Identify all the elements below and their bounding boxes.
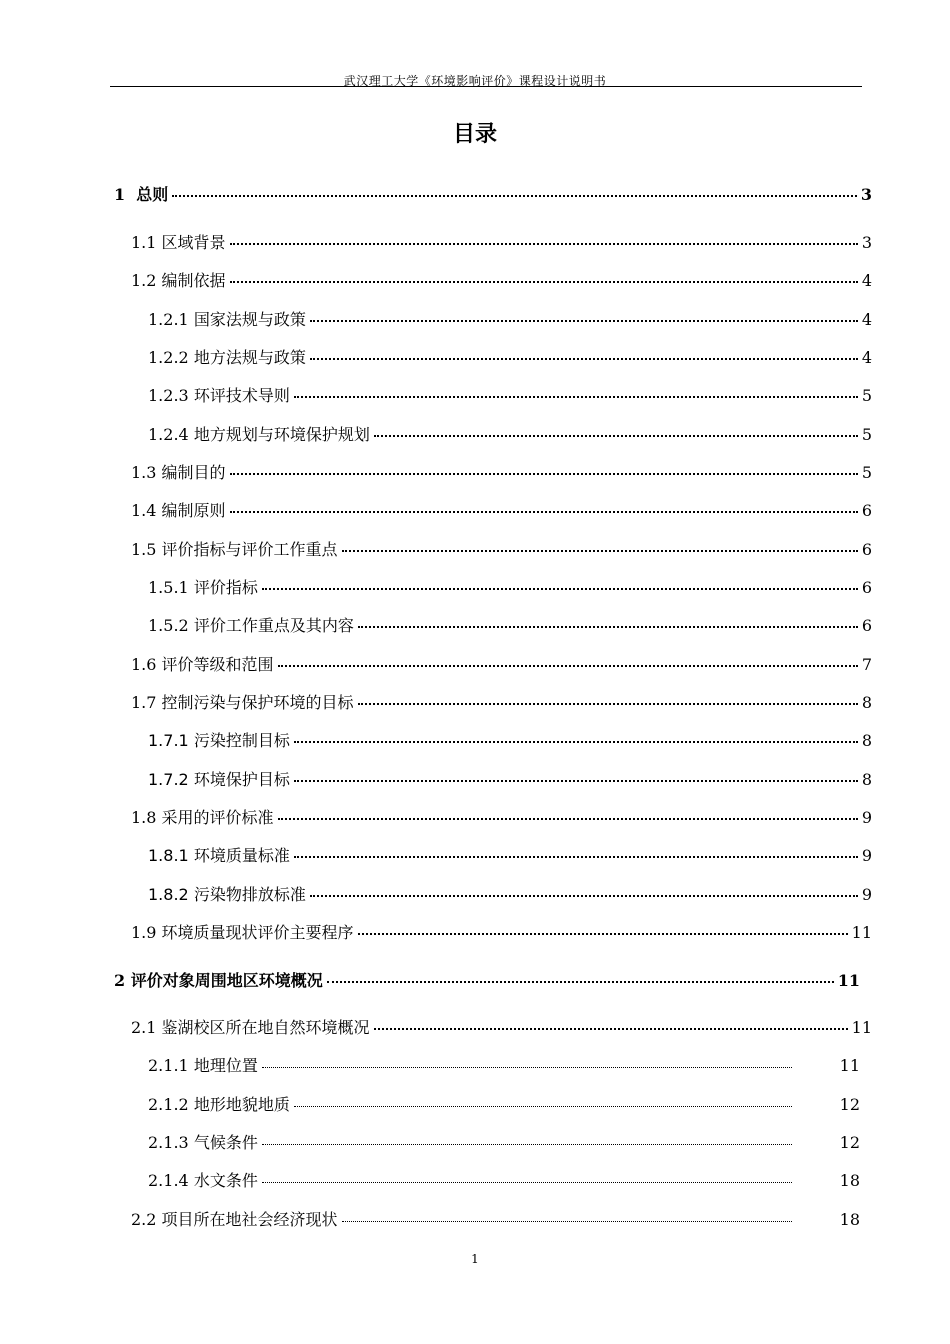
toc-entry-text: 地方法规与政策 (193, 348, 306, 367)
toc-entry-number: 1 (114, 185, 126, 204)
toc-leader-dots (294, 384, 858, 398)
toc-entry-page: 9 (861, 808, 872, 827)
toc-entry[interactable] (131, 1208, 860, 1232)
toc-leader-dots (342, 1208, 792, 1222)
toc-entry-text: 编制依据 (161, 271, 226, 290)
toc-entry-number: 1.8.2 (148, 885, 189, 904)
toc-entry[interactable] (148, 1093, 860, 1117)
toc-entry-page: 5 (861, 386, 872, 405)
toc-entry-text: 环境保护目标 (193, 770, 290, 789)
toc-entry-label (131, 538, 340, 562)
toc-entry-label (148, 729, 292, 753)
toc-entry-page: 9 (861, 885, 872, 904)
toc-entry-text: 编制原则 (161, 501, 226, 520)
toc-entry-label (148, 768, 292, 792)
toc-leader-dots (294, 844, 858, 858)
toc-leader-dots (294, 1093, 792, 1107)
toc-entry-text: 控制污染与保护环境的目标 (161, 693, 354, 712)
toc-entry[interactable] (148, 423, 872, 447)
toc-entry-text: 气候条件 (193, 1133, 258, 1152)
toc-entry-text: 评价工作重点及其内容 (193, 616, 354, 635)
toc-entry-label (148, 423, 372, 447)
toc-entry-page: 4 (861, 310, 872, 329)
toc-leader-dots (374, 423, 858, 437)
toc-entry-page: 12 (839, 1095, 860, 1114)
toc-leader-dots (172, 183, 857, 197)
toc-entry-number: 1.2.3 (148, 386, 189, 405)
toc-leader-dots (374, 1016, 848, 1030)
toc-entry-page: 8 (861, 693, 872, 712)
header-rule (110, 86, 862, 87)
toc-entry[interactable] (148, 346, 872, 370)
toc-leader-dots (262, 1054, 792, 1068)
toc-entry-page: 3 (860, 185, 872, 204)
toc-entry[interactable] (148, 1054, 860, 1078)
toc-entry-page: 11 (837, 971, 860, 990)
toc-entry[interactable] (131, 653, 872, 677)
toc-entry[interactable] (131, 538, 872, 562)
toc-entry[interactable] (114, 969, 860, 993)
toc-entry-page: 6 (861, 578, 872, 597)
toc-entry-text: 地形地貌地质 (193, 1095, 290, 1114)
toc-entry[interactable] (148, 384, 872, 408)
toc-entry-label (148, 346, 308, 370)
toc-entry-label (148, 576, 260, 600)
toc-leader-dots (262, 576, 858, 590)
toc-entry-number: 1.7.1 (148, 731, 189, 750)
toc-leader-dots (278, 653, 858, 667)
toc-leader-dots (310, 308, 858, 322)
toc-entry-text: 评价等级和范围 (161, 655, 274, 674)
toc-leader-dots (230, 461, 858, 475)
toc-leader-dots (342, 538, 858, 552)
toc-entry[interactable] (148, 883, 872, 907)
toc-entry-label (148, 384, 292, 408)
toc-entry-label (131, 691, 356, 715)
toc-entry-label (131, 499, 228, 523)
toc-entry-page: 6 (861, 540, 872, 559)
toc-entry-page: 4 (861, 348, 872, 367)
toc-entry-page: 4 (861, 271, 872, 290)
toc-entry-number: 1.4 (131, 501, 157, 520)
toc-leader-dots (310, 346, 858, 360)
toc-entry-text: 总则 (136, 185, 169, 204)
toc-entry-number: 1.6 (131, 655, 157, 674)
toc-entry[interactable] (131, 1016, 872, 1040)
toc-entry-page: 6 (861, 616, 872, 635)
toc-entry-text: 污染物排放标准 (193, 885, 306, 904)
page-number: 1 (471, 1252, 479, 1266)
toc-entry-number: 1.2.1 (148, 310, 189, 329)
toc-entry-number: 2.1.3 (148, 1133, 189, 1152)
toc-entry[interactable] (148, 844, 872, 868)
toc-entry-number: 1.8 (131, 808, 157, 827)
toc-entry[interactable] (131, 691, 872, 715)
toc-entry-page: 7 (861, 655, 872, 674)
toc-leader-dots (230, 499, 858, 513)
toc-entry[interactable] (148, 729, 872, 753)
toc-entry-label (131, 461, 228, 485)
toc-entry-number: 2.1 (131, 1018, 157, 1037)
toc-entry-text: 编制目的 (161, 463, 226, 482)
toc-entry-label (148, 308, 308, 332)
page-title: 目录 (452, 122, 497, 147)
toc-entry-page: 12 (839, 1133, 860, 1152)
toc-leader-dots (358, 921, 848, 935)
toc-entry-text: 评价指标 (193, 578, 258, 597)
toc-entry-text: 区域背景 (161, 233, 226, 252)
toc-entry[interactable] (131, 269, 872, 293)
toc-entry-number: 2.1.2 (148, 1095, 189, 1114)
toc-entry-text: 鉴湖校区所在地自然环境概况 (161, 1018, 370, 1037)
toc-entry[interactable] (131, 231, 872, 255)
toc-entry[interactable] (131, 921, 872, 945)
toc-leader-dots (310, 883, 858, 897)
toc-entry-page: 9 (861, 846, 872, 865)
toc-entry-number: 2.2 (131, 1210, 157, 1229)
toc-leader-dots (278, 806, 858, 820)
toc-leader-dots (230, 231, 858, 245)
toc-entry-number: 1.5.1 (148, 578, 189, 597)
toc-leader-dots (358, 614, 858, 628)
toc-entry-number: 1.7.2 (148, 770, 189, 789)
toc-entry-number: 2.1.4 (148, 1171, 189, 1190)
toc-entry[interactable] (148, 1131, 860, 1155)
toc-entry-label (131, 231, 228, 255)
toc-leader-dots (262, 1169, 792, 1183)
toc-entry-page: 6 (861, 501, 872, 520)
toc-entry-label (114, 969, 325, 993)
toc-entry-number: 1.2.2 (148, 348, 189, 367)
toc-leader-dots (230, 269, 858, 283)
toc-entry-page: 5 (861, 463, 872, 482)
toc-entry[interactable] (148, 768, 872, 792)
toc-entry-text: 环评技术导则 (193, 386, 290, 405)
toc-entry-number: 1.2 (131, 271, 157, 290)
toc-entry-text: 地方规划与环境保护规划 (193, 425, 370, 444)
toc-entry-text: 国家法规与政策 (193, 310, 306, 329)
toc-leader-dots (327, 969, 834, 983)
toc-entry-text: 环境质量现状评价主要程序 (161, 923, 354, 942)
toc-entry-label (131, 653, 276, 677)
toc-entry-number: 1.1 (131, 233, 157, 252)
toc-entry-label (131, 269, 228, 293)
toc-entry-text: 地理位置 (193, 1056, 258, 1075)
toc-entry-page: 11 (851, 1018, 872, 1037)
toc-entry-page: 8 (861, 770, 872, 789)
toc-leader-dots (262, 1131, 792, 1145)
toc-entry-number: 1.2.4 (148, 425, 189, 444)
toc-entry-text: 项目所在地社会经济现状 (161, 1210, 338, 1229)
toc-entry-number: 1.5.2 (148, 616, 189, 635)
toc-leader-dots (358, 691, 858, 705)
toc-entry-page: 18 (839, 1210, 860, 1229)
toc-entry-page: 11 (839, 1056, 860, 1075)
toc-entry-label (148, 1131, 260, 1155)
toc-entry-text: 水文条件 (193, 1171, 258, 1190)
toc-entry[interactable] (148, 1169, 860, 1193)
toc-entry-page: 5 (861, 425, 872, 444)
toc-entry-text: 评价指标与评价工作重点 (161, 540, 338, 559)
toc-entry-text: 环境质量标准 (193, 846, 290, 865)
toc-entry-label (148, 1054, 260, 1078)
toc-entry-label (148, 883, 308, 907)
toc-entry-page: 8 (861, 731, 872, 750)
toc-entry-text: 采用的评价标准 (161, 808, 274, 827)
toc-entry-page: 11 (851, 923, 872, 942)
toc-entry[interactable] (114, 183, 872, 207)
toc-entry[interactable] (148, 614, 872, 638)
toc-entry-number: 1.3 (131, 463, 157, 482)
toc-leader-dots (294, 768, 858, 782)
toc-entry-label (131, 921, 356, 945)
toc-entry-number: 1.9 (131, 923, 157, 942)
toc-entry[interactable] (131, 461, 872, 485)
toc-entry-label (148, 1169, 260, 1193)
toc-entry-number: 2 (114, 971, 126, 990)
toc-entry-number: 1.5 (131, 540, 157, 559)
toc-entry-label (131, 1016, 372, 1040)
toc-entry-text: 污染控制目标 (193, 731, 290, 750)
toc-entry[interactable] (148, 576, 872, 600)
toc-leader-dots (294, 729, 858, 743)
toc-entry-label (114, 183, 170, 207)
toc-entry-number: 1.7 (131, 693, 157, 712)
toc-entry-label (131, 1208, 340, 1232)
toc-entry-label (131, 806, 276, 830)
toc-entry[interactable] (131, 806, 872, 830)
toc-entry-page: 18 (839, 1171, 860, 1190)
toc-entry-number: 2.1.1 (148, 1056, 189, 1075)
toc-entry-label (148, 844, 292, 868)
toc-entry[interactable] (131, 499, 872, 523)
toc-entry-page: 3 (861, 233, 872, 252)
toc-entry-text: 评价对象周围地区环境概况 (130, 971, 323, 990)
toc-entry-label (148, 614, 356, 638)
toc-entry-label (148, 1093, 292, 1117)
header-text: 武汉理工大学《环境影响评价》课程设计说明书 (343, 74, 607, 88)
toc-entry[interactable] (148, 308, 872, 332)
toc-entry-number: 1.8.1 (148, 846, 189, 865)
